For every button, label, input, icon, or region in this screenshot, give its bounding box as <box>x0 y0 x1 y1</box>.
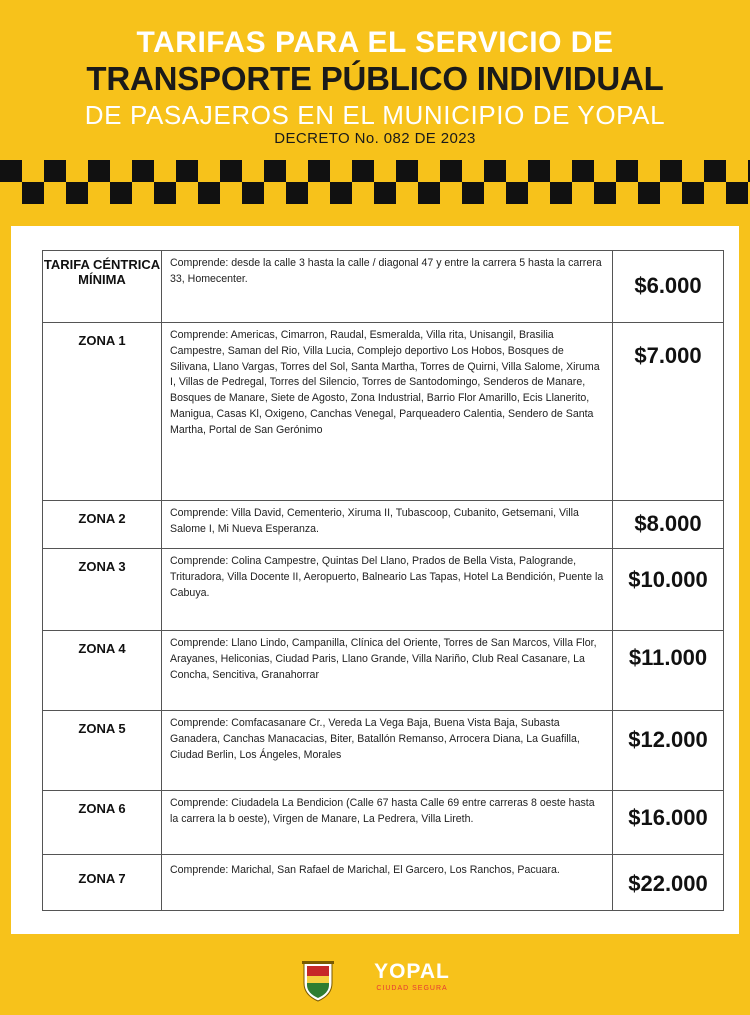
zone-description: Comprende: desde la calle 3 hasta la calle / diagonal 47 y entre la carrera 5 hasta la carrera 33, Homecenter. <box>162 251 613 323</box>
zone-price: $22.000 <box>613 855 724 911</box>
table-row <box>43 549 724 631</box>
zone-description: Comprende: Americas, Cimarron, Raudal, Esmeralda, Villa rita, Unisangil, Brasilia Campestre, Saman del Rio, Villa Lucia, Complejo deportivo Los Hobos, Bosques de Silivana, Llano Vargas, Torres del Sol, Santa Martha, Torres de Quirni, Villa Salome, Xiruma I, Villas de Pedregal, Torres del Silencio, Torres de Santodomingo, Senderos de Manare, Bosques de Manare, Siete de Agosto, Zona Industrial, Barrio Flor Amarillo, Ecis Llanerito, Manigua, Casas Kl, Oxigeno, Canchas Venegal, Parqueadero Calentia, Sendero de Santa Martha, Portal de San Gerónimo <box>162 323 613 501</box>
brand-tagline: CIUDAD SEGURA <box>376 985 448 992</box>
tariff-panel <box>11 226 739 934</box>
zone-label: ZONA 4 <box>43 631 162 711</box>
table-row <box>43 855 724 911</box>
zone-price: $10.000 <box>613 549 724 631</box>
zone-label: ZONA 3 <box>43 549 162 631</box>
zone-description: Comprende: Llano Lindo, Campanilla, Clínica del Oriente, Torres de San Marcos, Villa Flor, Arayanes, Heliconias, Ciudad Paris, Llano Grande, Villa Nariño, Club Real Casanare, La Concha, Sencitiva, Granahorrar <box>162 631 613 711</box>
zone-price: $6.000 <box>613 251 724 323</box>
table-row <box>43 711 724 791</box>
zone-price: $16.000 <box>613 791 724 855</box>
zone-price: $7.000 <box>613 323 724 501</box>
table-row <box>43 631 724 711</box>
zone-label: ZONA 5 <box>43 711 162 791</box>
title-line-2: TRANSPORTE PÚBLICO INDIVIDUAL <box>86 60 664 97</box>
zone-description: Comprende: Marichal, San Rafael de Marichal, El Garcero, Los Ranchos, Pacuara. <box>162 855 613 911</box>
table-row <box>43 251 724 323</box>
checkered-band <box>0 160 750 204</box>
zone-description: Comprende: Comfacasanare Cr., Vereda La Vega Baja, Buena Vista Baja, Subasta Ganadera, Canchas Manacacias, Biter, Batallón Remanso, Arrocera Diana, La Guafilla, Ciudad Berlin, Los Ángeles, Morales <box>162 711 613 791</box>
table-row <box>43 791 724 855</box>
checker-pattern <box>0 160 750 204</box>
zone-label: ZONA 1 <box>43 323 162 501</box>
decree-number: DECRETO No. 082 DE 2023 <box>274 130 476 147</box>
yopal-brand <box>362 961 462 992</box>
table-row <box>43 323 724 501</box>
table-row <box>43 501 724 549</box>
municipal-crest-icon <box>298 959 338 1003</box>
zone-label: ZONA 6 <box>43 791 162 855</box>
zone-label: ZONA 2 <box>43 501 162 549</box>
title-line-1: TARIFAS PARA EL SERVICIO DE <box>136 26 614 59</box>
brand-name: YOPAL <box>374 960 450 983</box>
zone-price: $8.000 <box>613 501 724 549</box>
tariff-table <box>42 250 724 911</box>
zone-label: TARIFA CÉNTRICA MÍNIMA <box>43 251 162 323</box>
zone-description: Comprende: Ciudadela La Bendicion (Calle 67 hasta Calle 69 entre carreras 8 oeste hasta la carrera la b oeste), Virgen de Manare, La Pedrera, Villa Lireth. <box>162 791 613 855</box>
zone-description: Comprende: Villa David, Cementerio, Xiruma II, Tubascoop, Cubanito, Getsemani, Villa Salome I, Mi Nueva Esperanza. <box>162 501 613 549</box>
zone-description: Comprende: Colina Campestre, Quintas Del Llano, Prados de Bella Vista, Palogrande, Trituradora, Villa Docente II, Aeropuerto, Balneario Las Tapas, Hotel La Bendición, Puente la Cabuya. <box>162 549 613 631</box>
zone-price: $11.000 <box>613 631 724 711</box>
footer <box>0 945 750 1015</box>
zone-label: ZONA 7 <box>43 855 162 911</box>
zone-price: $12.000 <box>613 711 724 791</box>
title-line-3: DE PASAJEROS EN EL MUNICIPIO DE YOPAL <box>84 100 666 130</box>
header <box>0 0 750 160</box>
